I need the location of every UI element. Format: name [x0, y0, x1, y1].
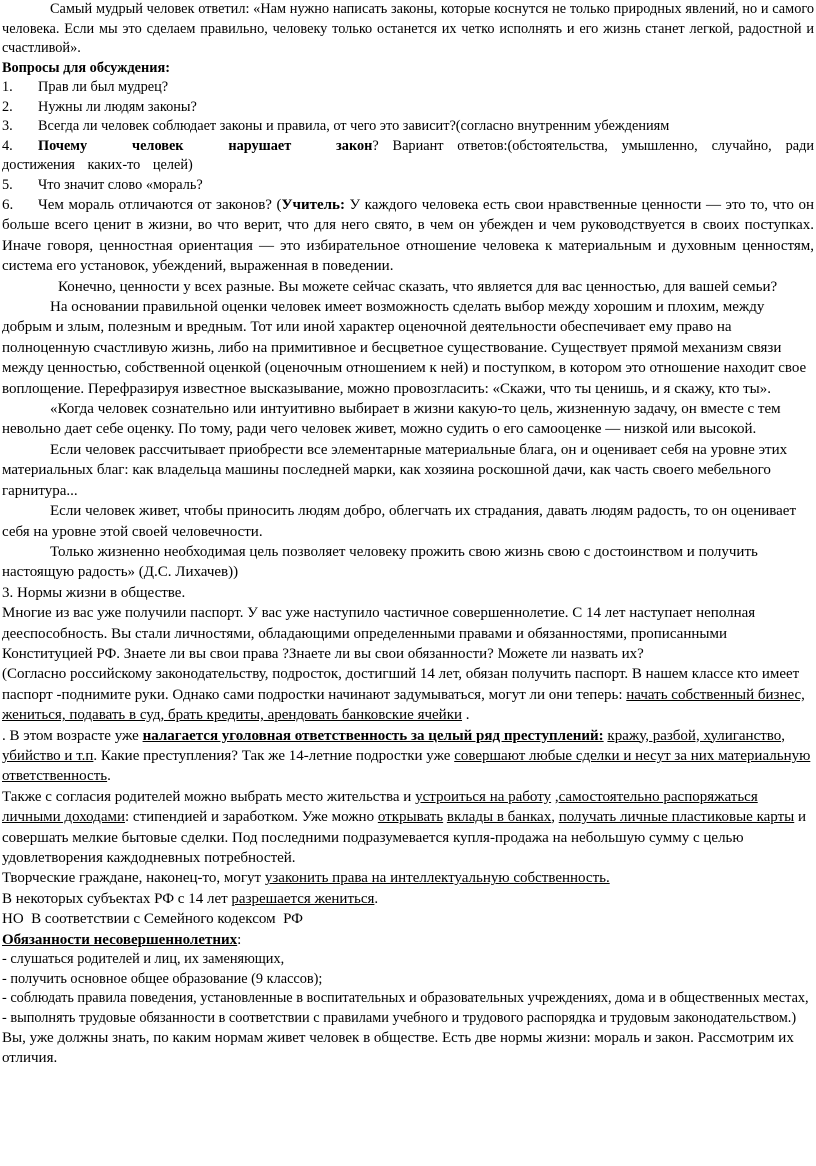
question-text: Всегда ли человек соблюдает законы и правила, от чего это зависит?(согласно внутренним убеждениям: [38, 118, 670, 134]
question-number: 1.: [2, 79, 13, 95]
consent-text: Также с согласия родителей можно выбрать место жительства и: [2, 788, 416, 805]
teacher-label: Учитель:: [281, 197, 345, 213]
crime-text: . В этом возрасте уже: [2, 727, 143, 744]
norms-heading: 3. Нормы жизни в обществе.: [2, 584, 186, 601]
values-paragraph-4: Если человек рассчитывает приобрести все элементарные материальные блага, он и оценивает себя на уровне этих материальных благ: как владельца машины последней марки, как хозяина роскошной дачи, как часть своего мебельного гарнитура...: [2, 441, 788, 499]
marry-paragraph: [2, 889, 814, 909]
law-paragraph: [2, 664, 814, 725]
values-paragraph-2: На основании правильной оценки человек имеет возможность сделать выбор между хорошим и плохим, между добрым и злым, полезным и вредным. Тот или иной характер оценочной деятельности обеспечивает ему право на полноценную счастливую жизнь, либо на примитивное и бесцветное существование. Существует прямой механизм связи между ценностью, собственной оценкой (оценочным отношением к ней) и поступком, в котором это отношение находит свое воплощение. Перефразируя известное высказывание, можно провозгласить: «Скажи, что ты ценишь, и я скажу, кто ты».: [2, 299, 807, 397]
question-text: Что значит слово «мораль?: [38, 176, 203, 193]
question-5: [2, 176, 814, 196]
crime-text-2: . Какие преступления? Так же 14-летние подростки уже: [93, 747, 455, 764]
deals-phrase: совершают любые сделки и несут за них материальную ответственность: [2, 747, 811, 785]
question-number: 3.: [2, 118, 13, 134]
duty-item: - выполнять трудовые обязанности в соответствии с правилами учебного и трудового распорядка и трудовым законодательством.): [2, 1009, 797, 1026]
passport-paragraph: Многие из вас уже получили паспорт. У вас уже наступило частичное совершеннолетие. С 14 лет наступает неполная дееспособность. Вы стали личностями, обладающими определенными правами и обязанностями, прописанными Конституцией РФ. Знаете ли вы свои права ?Знаете ли вы свои обязанности? Можете ли назвать их?: [2, 605, 756, 662]
open-phrase: открывать: [377, 809, 444, 826]
consent-comma: ,: [551, 809, 559, 826]
intro-paragraph: Самый мудрый человек ответил: «Нам нужно написать законы, которые коснутся не только природных явлений, но и самого человека. Если мы это сделаем правильно, человеку только останется их четко исполнять и его жизнь станет легкой, радостной и счастливой».: [2, 1, 814, 56]
question-4: [2, 137, 814, 176]
question-4-bold: Почему человек нарушает закон: [38, 137, 373, 154]
creative-paragraph: [2, 868, 814, 888]
work-phrase: устроиться на работу: [415, 788, 552, 805]
consent-text-2: : стипендией и заработком. Уже можно: [125, 809, 378, 826]
law-text: (Согласно российскому законодательству, подросток, достигший 14 лет, обязан получить паспорт. В нашем классе кто имеет паспорт -поднимите руки. Однако сами подростки начинают задумываться, могут ли они теперь:: [2, 666, 800, 703]
duties-heading-line: [2, 930, 814, 950]
question-4-rest: ? Вариант ответов:(обстоятельства, умышленно, случайно, ради достижения каких-то целей): [2, 137, 814, 173]
duty-item: - слушаться родителей и лиц, их заменяющих,: [2, 951, 285, 968]
consent-sep: ,: [551, 788, 559, 805]
family-code-line: НО В соответствии с Семейного кодексом РФ: [2, 911, 304, 928]
marry-phrase: разрешается жениться: [231, 890, 375, 907]
question-2: [2, 98, 814, 118]
law-end: .: [462, 707, 470, 724]
crimes-list: кражу, разбой, хулиганство, убийство и т.п: [2, 727, 786, 764]
question-1: [2, 78, 814, 98]
question-text: Нужны ли людям законы?: [38, 98, 197, 115]
duty-item: - получить основное общее образование (9 классов);: [2, 970, 323, 987]
consent-end: и совершать мелкие бытовые сделки. Под последними подразумевается купля-продажа на небольшую сумму с целью удовлетворения каждодневных потребностей.: [2, 809, 807, 866]
question-number: 5.: [2, 176, 13, 193]
criminal-liability-phrase: налагается уголовная ответственность за целый ряд преступлений:: [142, 727, 604, 744]
deposits-phrase: вклады в банках: [446, 809, 552, 826]
question-text: Прав ли был мудрец?: [38, 79, 169, 95]
values-paragraph-6: Только жизненно необходимая цель позволяет человеку прожить свою жизнь свою с достоинством и получить настоящую радость» (Д.С. Лихачев)): [2, 543, 758, 581]
question-6: [2, 195, 814, 277]
question-number: 4.: [2, 137, 13, 154]
law-rights-underlined: начать собственный бизнес, жениться, подавать в суд, брать кредиты, арендовать банковские ячейки: [2, 686, 805, 724]
final-paragraph: Вы, уже должны знать, по каким нормам живет человек в обществе. Есть две нормы жизни: мораль и закон. Рассмотрим их отличия.: [2, 1030, 794, 1067]
income-phrase: самостоятельно распоряжаться личными доходами: [2, 788, 758, 826]
values-paragraph-5: Если человек живет, чтобы приносить людям добро, облегчать их страдания, давать людям радость, то он оценивает себя на уровне этой своей человечности.: [2, 503, 797, 540]
duty-item: - соблюдать правила поведения, установленные в воспитательных и образовательных учреждениях, дома и в общественных местах,: [2, 990, 809, 1007]
consent-paragraph: [2, 787, 814, 869]
question-number: 2.: [2, 98, 13, 115]
marry-end: .: [374, 890, 379, 907]
question-6-text: Чем мораль отличаются от законов? (: [38, 197, 282, 213]
duties-colon: :: [237, 931, 242, 948]
values-paragraph-1: Конечно, ценности у всех разные. Вы можете сейчас сказать, что является для вас ценностью, для вашей семьи?: [58, 278, 778, 295]
duties-heading: Обязанности несовершеннолетних: [2, 931, 238, 948]
question-number: 6.: [2, 197, 14, 213]
creative-text: Творческие граждане, наконец-то, могут: [2, 870, 265, 887]
marry-text: В некоторых субъектах РФ с 14 лет: [2, 890, 232, 907]
cards-phrase: получать личные пластиковые карты: [558, 809, 795, 826]
question-3: [2, 117, 814, 137]
values-paragraph-3: «Когда человек сознательно или интуитивно выбирает в жизни какую-то цель, жизненную задачу, он вместе с тем невольно дает себе оценку. По тому, ради чего человек живет, можно судить о его самооценке — низкой или высокой.: [2, 401, 781, 438]
question-6-rest: У каждого человека есть свои нравственные ценности — это то, что он больше всего ценит в жизни, во что верит, что для него свято, в чем он убежден и чем руководствуется в своих поступках. Иначе говоря, ценностная ориентация — это избирательное отношение человека к материальным и духовным ценностям, система его установок, убеждений, выраженная в поведении.: [2, 197, 814, 275]
intellectual-property-phrase: узаконить права на интеллектуальную собственность.: [264, 870, 610, 887]
questions-heading: Вопросы для обсуждения:: [2, 59, 170, 76]
crime-paragraph: [2, 726, 814, 787]
crime-end: .: [107, 768, 111, 785]
